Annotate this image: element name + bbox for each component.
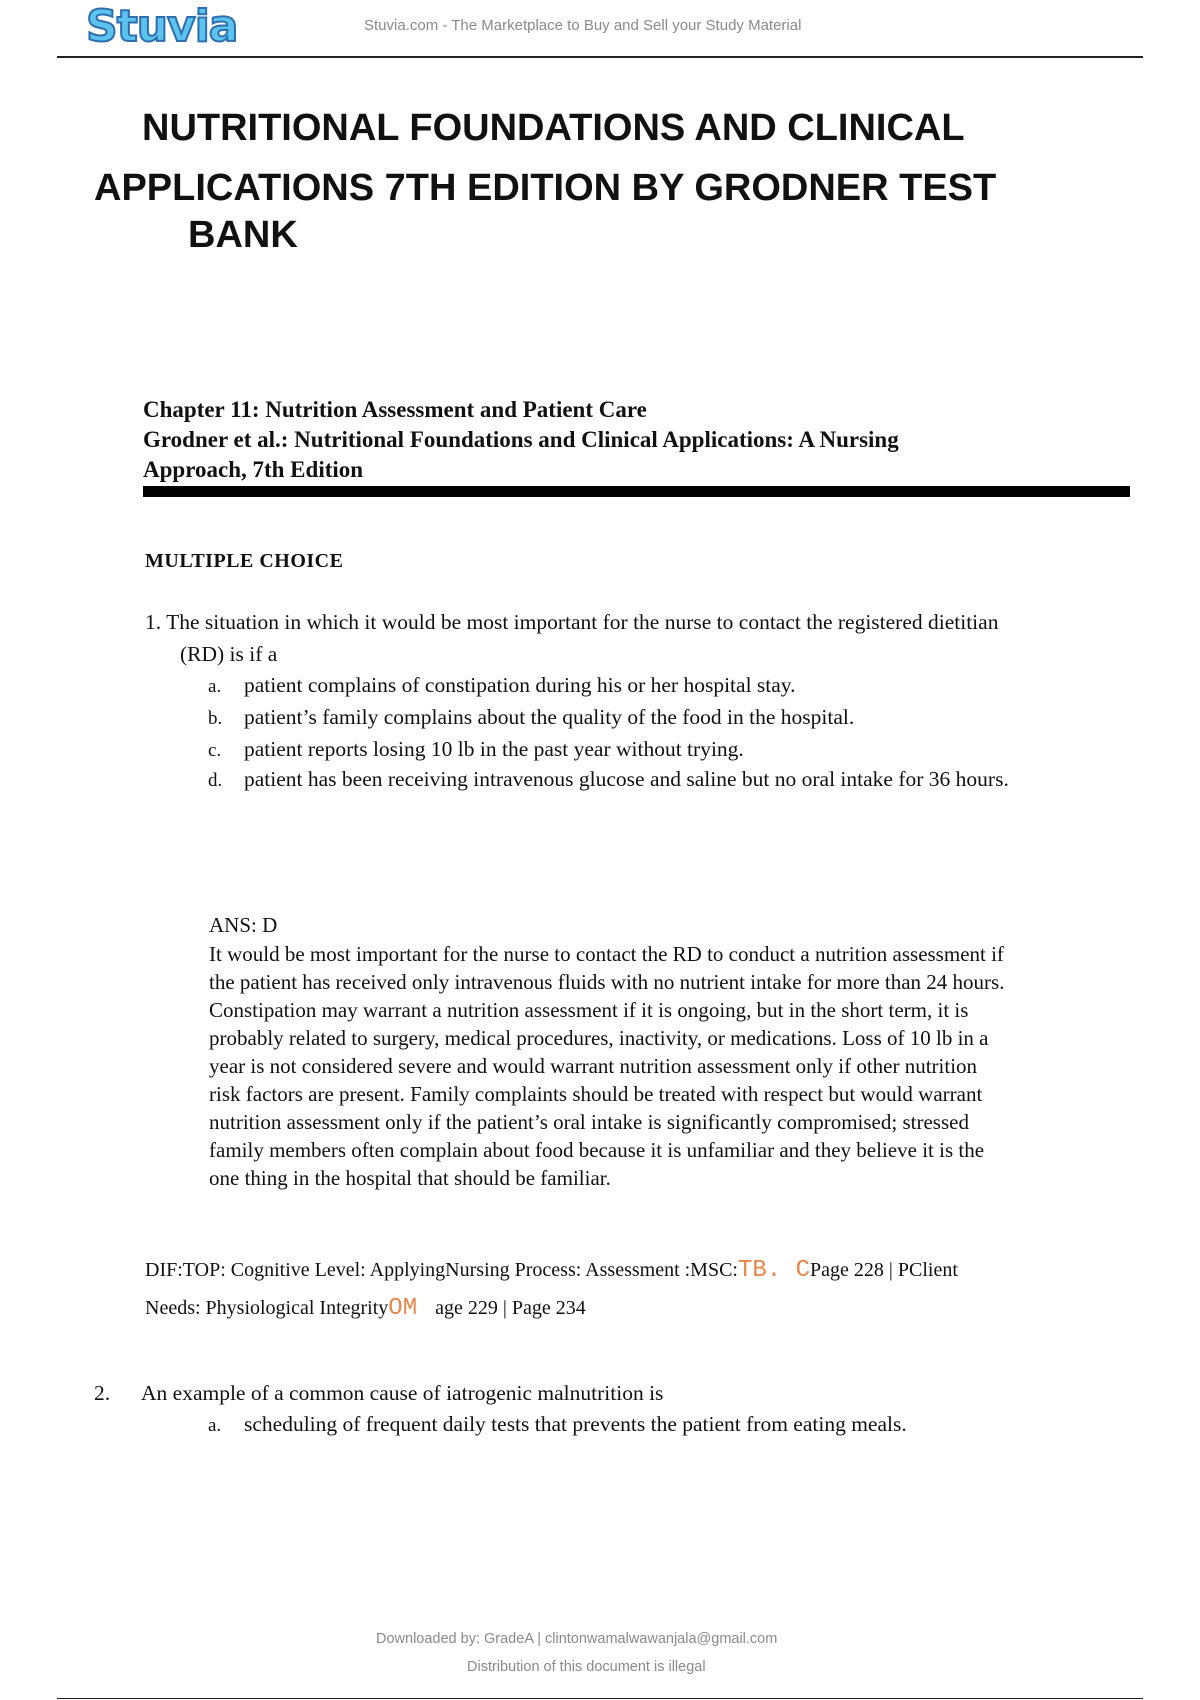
question-stem-continued: (RD) is if a (180, 642, 278, 666)
answer-option (208, 702, 855, 734)
question-number: 1. (145, 610, 162, 634)
option-text: patient has been receiving intravenous glucose and saline but no oral intake for 36 hours. (244, 767, 1009, 791)
rationale (209, 940, 1139, 1192)
option-letter: d. (208, 770, 223, 791)
rationale-line: Constipation may warrant a nutrition assessment if it is ongoing, but in the short term, it is (209, 998, 969, 1022)
option-text: patient reports losing 10 lb in the past year without trying. (244, 737, 744, 761)
question-2 (94, 1378, 664, 1409)
option-letter: c. (208, 740, 222, 761)
question-metadata-line-2 (145, 1295, 586, 1322)
book-citation-line-1: Grodner et al.: Nutritional Foundations and Clinical Applications: A Nursing (143, 427, 899, 452)
footer-divider (57, 1698, 1143, 1699)
document-title-line-1: NUTRITIONAL FOUNDATIONS AND CLINICAL (142, 107, 965, 149)
rationale-line: probably related to surgery, medical procedures, inactivity, or medications. Loss of 10 lb in a (209, 1026, 989, 1050)
document-title-line-3: BANK (188, 214, 298, 256)
rationale-line: It would be most important for the nurse to contact the RD to conduct a nutrition assessment if (209, 942, 1004, 966)
book-citation-line-2: Approach, 7th Edition (143, 457, 364, 482)
rationale-line: risk factors are present. Family complaints should be treated with respect but would warrant (209, 1082, 983, 1106)
document-title-line-2: APPLICATIONS 7TH EDITION BY GRODNER TEST (94, 167, 997, 209)
rationale-line: nutrition assessment only if the patient’s oral intake is significantly compromised; stressed (209, 1110, 969, 1134)
rationale-line: family members often complain about food because it is unfamiliar and they believe it is the (209, 1138, 985, 1162)
question-stem: The situation in which it would be most important for the nurse to contact the registered dietitian (166, 610, 999, 634)
section-heading: MULTIPLE CHOICE (145, 550, 344, 572)
question-1 (145, 607, 998, 638)
watermark-text: TB. C (738, 1257, 811, 1284)
question-stem: An example of a common cause of iatrogenic malnutrition is (141, 1381, 664, 1405)
answer-option (208, 764, 1009, 796)
question-metadata-line-1 (145, 1257, 958, 1284)
rationale-line: one thing in the hospital that should be familiar. (209, 1166, 611, 1190)
header-divider (57, 56, 1143, 58)
watermark-text: OM (388, 1295, 418, 1322)
answer-option (208, 670, 796, 702)
metadata-text: age 229 | Page 234 (435, 1297, 586, 1319)
answer-key: ANS: D (209, 913, 278, 937)
option-letter: a. (208, 676, 222, 697)
answer-option (208, 734, 744, 766)
answer-option (208, 1409, 907, 1441)
question-number: 2. (94, 1381, 111, 1405)
option-text: patient’s family complains about the quality of the food in the hospital. (244, 705, 855, 729)
footer-distribution-notice: Distribution of this document is illegal (467, 1659, 706, 1675)
stuvia-logo[interactable]: Stuvia (86, 1, 238, 52)
option-letter: b. (208, 708, 223, 729)
option-text: patient complains of constipation during his or her hospital stay. (244, 673, 796, 697)
metadata-text: Page 228 | PClient (810, 1259, 958, 1281)
metadata-text: DIF:TOP: Cognitive Level: ApplyingNursing Process: Assessment :MSC: (145, 1259, 738, 1281)
option-text: scheduling of frequent daily tests that prevents the patient from eating meals. (244, 1412, 907, 1436)
rationale-line: year is not considered severe and would warrant nutrition assessment only if other nutrition (209, 1054, 978, 1078)
chapter-divider (143, 486, 1130, 497)
header-tagline: Stuvia.com - The Marketplace to Buy and Sell your Study Material (364, 17, 802, 34)
rationale-line: the patient has received only intravenous fluids with no nutrient intake for more than 24 hours. (209, 970, 1005, 994)
footer-downloaded-by: Downloaded by: GradeA | clintonwamalwawanjala@gmail.com (376, 1631, 778, 1647)
chapter-heading: Chapter 11: Nutrition Assessment and Patient Care (143, 397, 647, 422)
option-letter: a. (208, 1415, 222, 1436)
metadata-text: Needs: Physiological Integrity (145, 1297, 389, 1319)
